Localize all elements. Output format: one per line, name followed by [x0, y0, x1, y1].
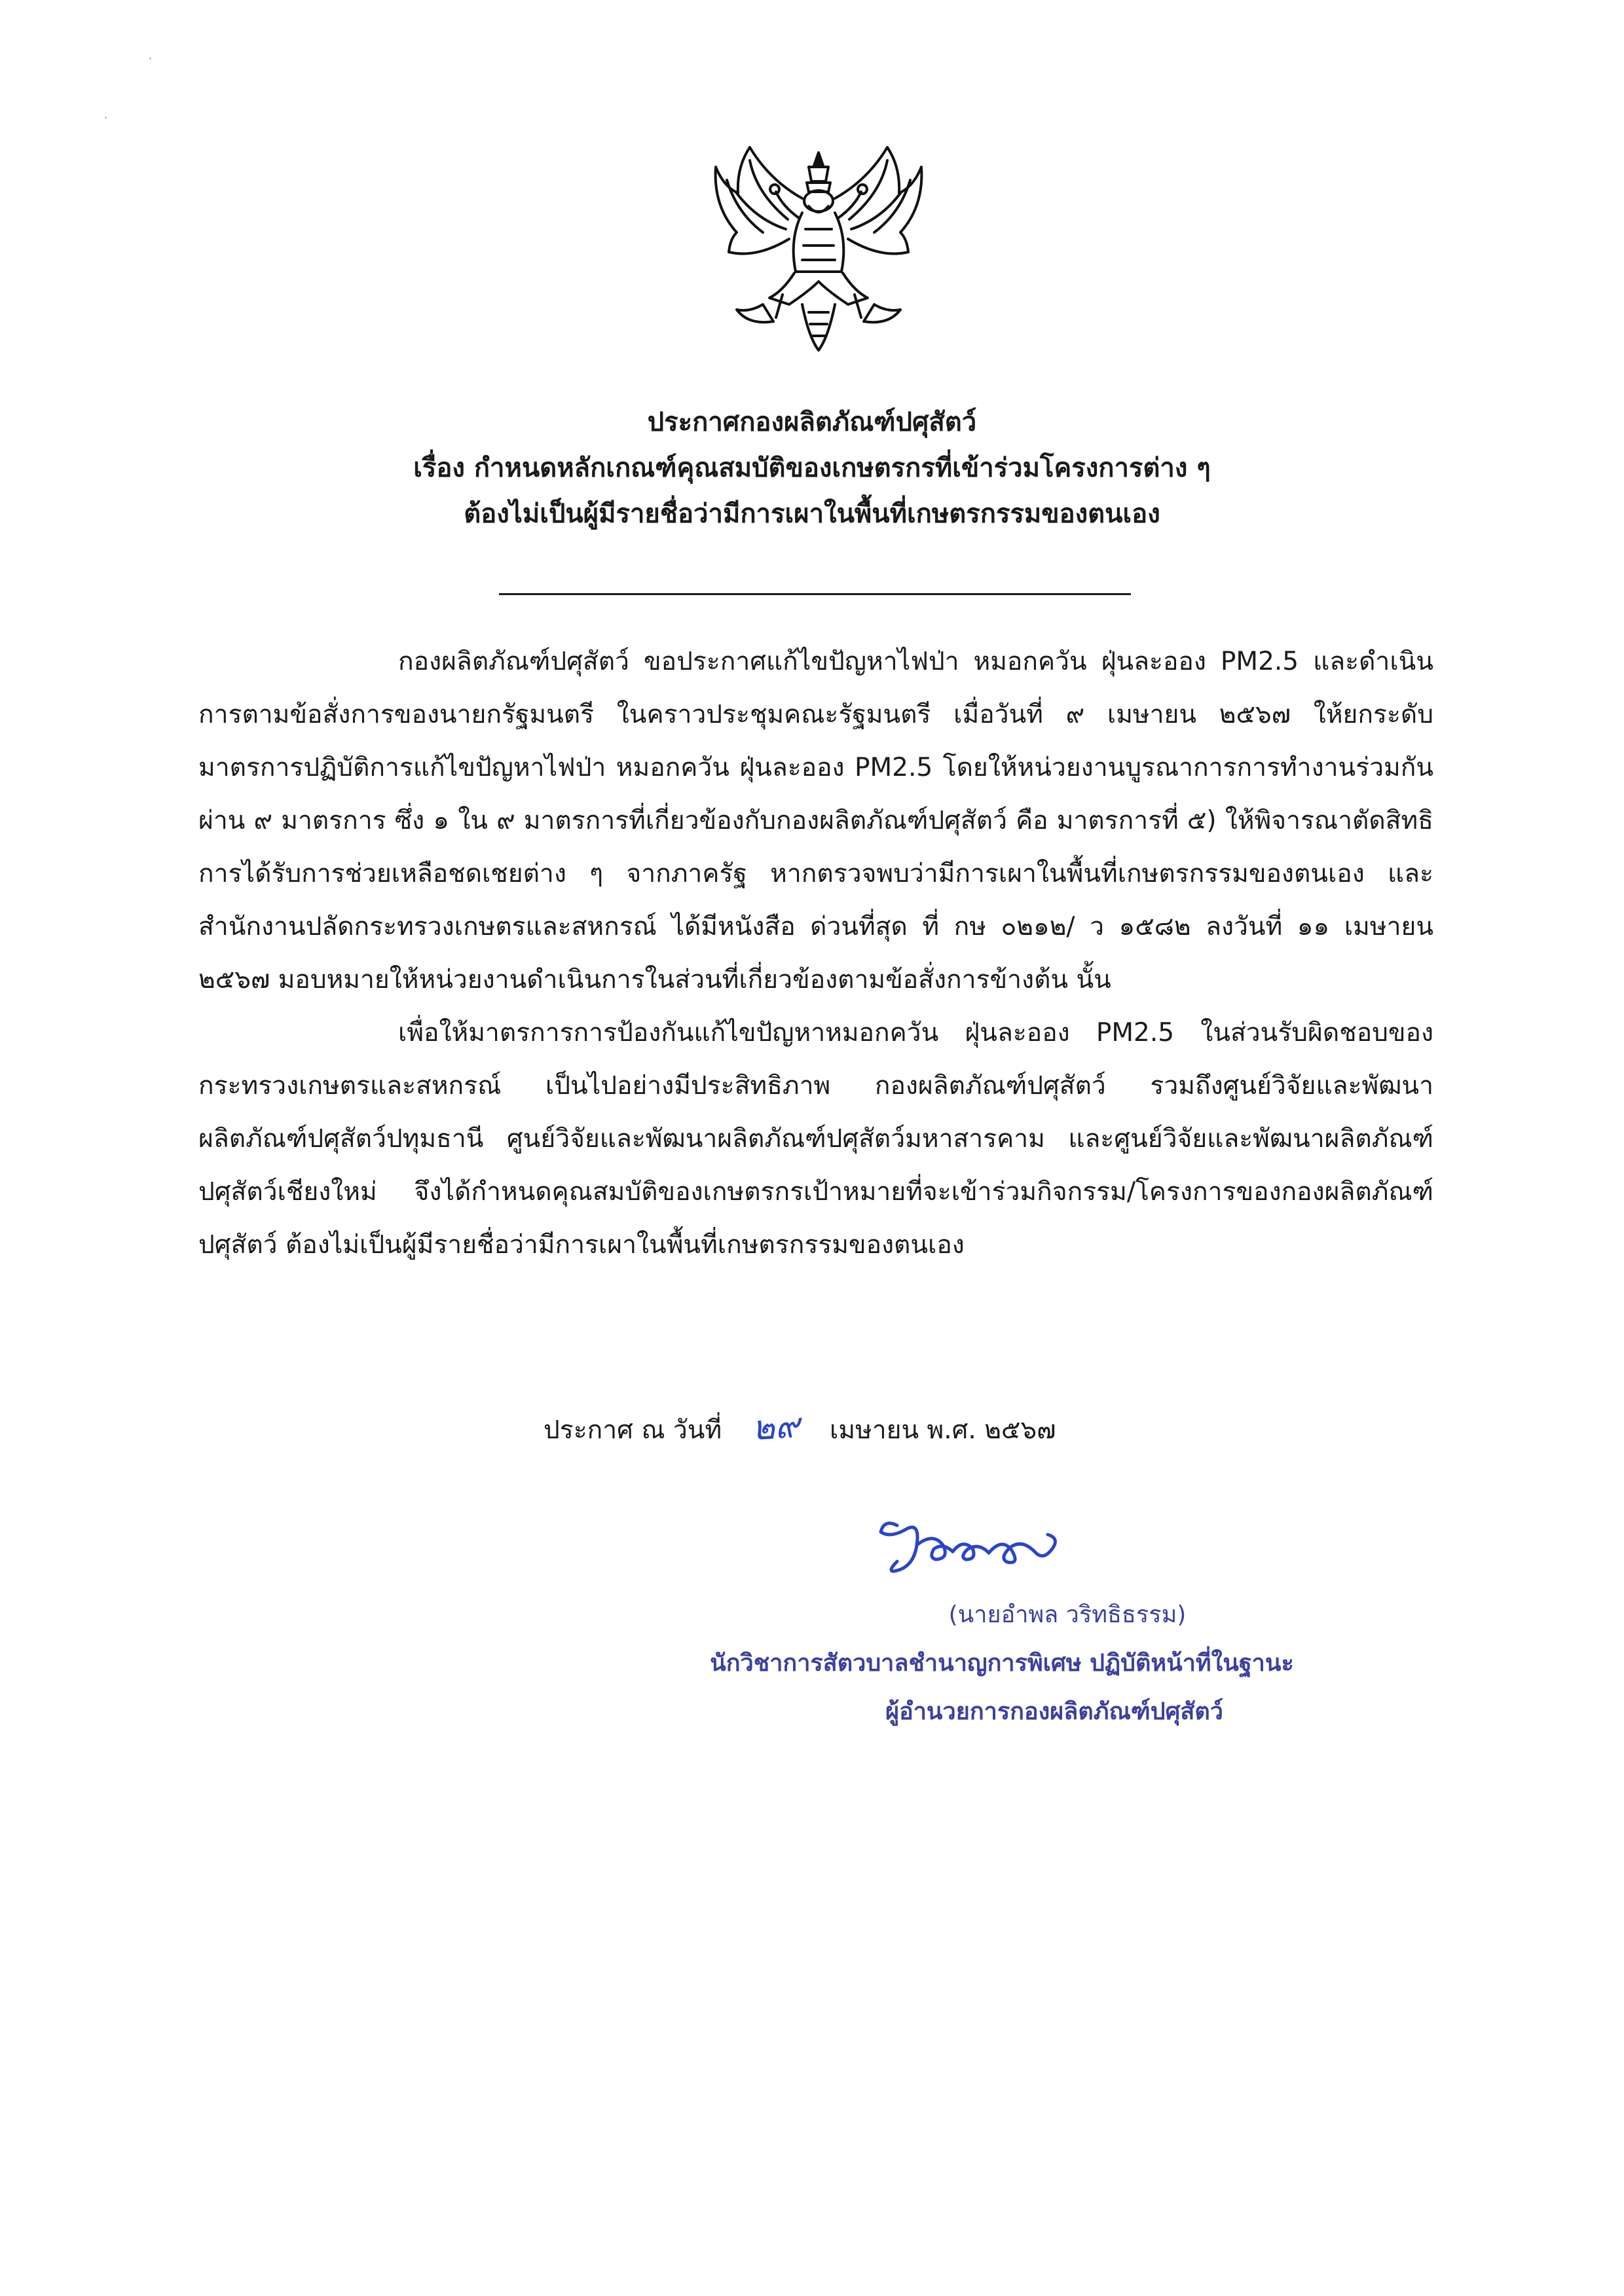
issue-date-line [544, 1401, 1056, 1457]
announcement-body [198, 635, 1433, 1271]
subject-line: เรื่อง กำหนดหลักเกณฑ์คุณสมบัติของเกษตรกรที่เข้าร่วมโครงการต่าง ๆ [413, 453, 1211, 483]
signer-name: (นายอำพล วริทธิธรรม) [948, 1601, 1187, 1628]
announcement-title: ประกาศกองผลิตภัณฑ์ปศุสัตว์ [647, 407, 977, 437]
paragraph-1: กองผลิตภัณฑ์ปศุสัตว์ ขอประกาศแก้ไขปัญหาไฟป่า หมอกควัน ฝุ่นละออง PM2.5 และดำเนินการตามข้อสั่งการของนายกรัฐมนตรี ในคราวประชุมคณะรัฐมนตรี เมื่อวันที่ ๙ เมษายน ๒๕๖๗ ให้ยกระดับมาตรการปฏิบัติการแก้ไขปัญหาไฟป่า หมอกควัน ฝุ่นละออง PM2.5 โดยให้หน่วยงานบูรณาการการทำงานร่วมกันผ่าน ๙ มาตรการ ซึ่ง ๑ ใน ๙ มาตรการที่เกี่ยวข้องกับกองผลิตภัณฑ์ปศุสัตว์ คือ มาตรการที่ ๕) ให้พิจารณาตัดสิทธิการได้รับการช่วยเหลือชดเชยต่าง ๆ จากภาครัฐ หากตรวจพบว่ามีการเผาในพื้นที่เกษตรกรรมของตนเอง และสำนักงานปลัดกระทรวงเกษตรและสหกรณ์ ได้มีหนังสือ ด่วนที่สุด ที่ กษ ๐๒๑๒/ ว ๑๕๘๒ ลงวันที่ ๑๑ เมษายน ๒๕๖๗ มอบหมายให้หน่วยงานดำเนินการในส่วนที่เกี่ยวข้องตามข้อสั่งการข้างต้น นั้น [198, 647, 1433, 994]
scan-speck [105, 117, 107, 118]
paragraph-2: เพื่อให้มาตรการการป้องกันแก้ไขปัญหาหมอกควัน ฝุ่นละออง PM2.5 ในส่วนรับผิดชอบของกระทรวงเกษตรและสหกรณ์ เป็นไปอย่างมีประสิทธิภาพ กองผลิตภัณฑ์ปศุสัตว์ รวมถึงศูนย์วิจัยและพัฒนาผลิตภัณฑ์ปศุสัตว์ปทุมธานี ศูนย์วิจัยและพัฒนาผลิตภัณฑ์ปศุสัตว์มหาสารคาม และศูนย์วิจัยและพัฒนาผลิตภัณฑ์ปศุสัตว์เชียงใหม่ จึงได้กำหนดคุณสมบัติของเกษตรกรเป้าหมายที่จะเข้าร่วมกิจกรรม/โครงการของกองผลิตภัณฑ์ปศุสัตว์ ต้องไม่เป็นผู้มีรายชื่อว่ามีการเผาในพื้นที่เกษตรกรรมของตนเอง [198, 1018, 1433, 1260]
announcement-header [196, 399, 1428, 537]
scan-speck [149, 58, 151, 60]
title-divider [499, 593, 1131, 595]
signer-block [655, 1591, 1349, 1736]
handwritten-day: ๒๙ [750, 1406, 801, 1449]
handwritten-signature [871, 1506, 1074, 1584]
subject-line-continued: ต้องไม่เป็นผู้มีรายชื่อว่ามีการเผาในพื้นที่เกษตรกรรมของตนเอง [464, 499, 1160, 529]
issue-date-suffix: เมษายน พ.ศ. ๒๕๖๗ [829, 1415, 1056, 1445]
issue-date-prefix: ประกาศ ณ วันที่ [544, 1415, 722, 1445]
signer-department-title: ผู้อำนวยการกองผลิตภัณฑ์ปศุสัตว์ [885, 1698, 1223, 1725]
garuda-emblem-icon [710, 141, 927, 357]
signer-position: นักวิชาการสัตวบาลชำนาญการพิเศษ ปฏิบัติหน้าที่ในฐานะ [710, 1650, 1294, 1677]
